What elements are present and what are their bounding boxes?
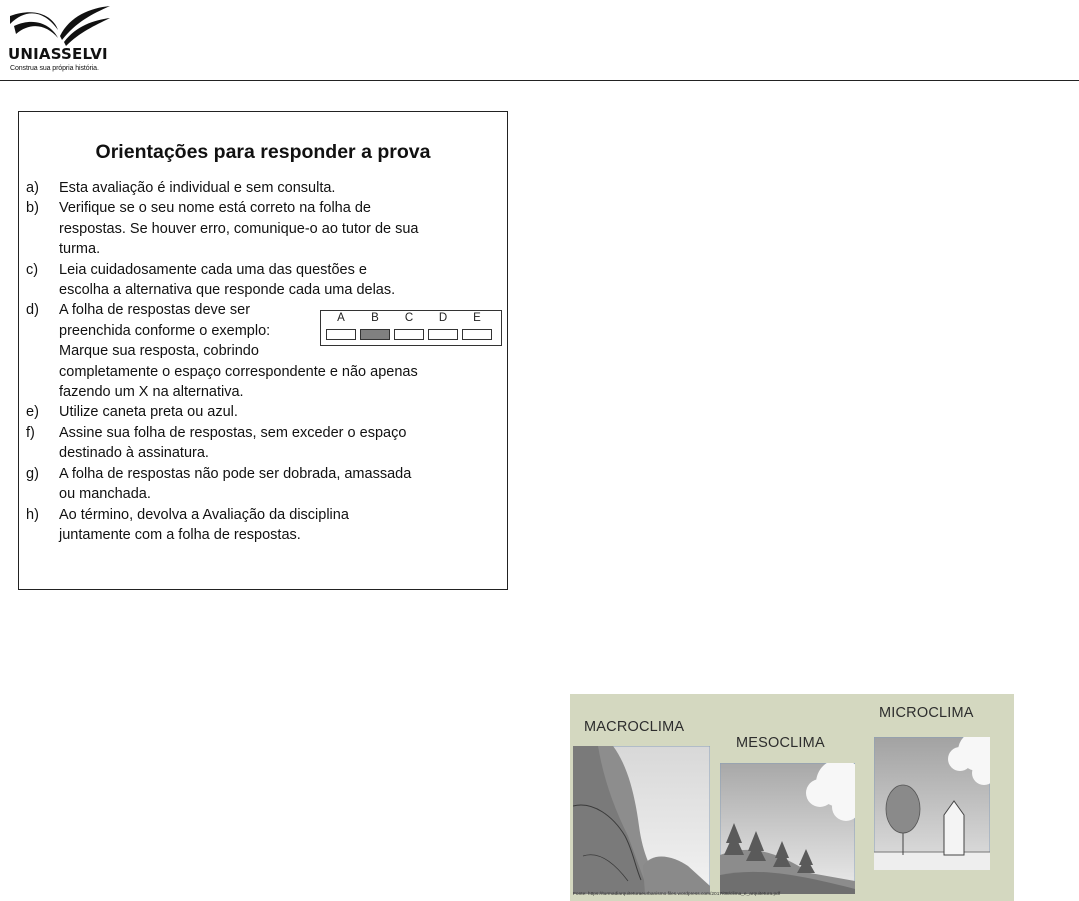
item-text-line: turma. — [59, 241, 101, 258]
microclimate-illustration — [874, 737, 990, 870]
item-text-line: A folha de respostas deve ser — [59, 302, 251, 319]
brand-tagline: Construa sua própria história. — [10, 65, 99, 72]
item-text-line: completamente o espaço correspondente e não apenas — [59, 363, 418, 380]
instruction-item-c — [26, 260, 502, 301]
item-letter: g) — [26, 465, 39, 482]
mesoclimate-label: MESOCLIMA — [736, 735, 825, 751]
instruction-item-e — [26, 402, 502, 422]
answer-bubble-filled — [360, 329, 390, 340]
mesoclimate-illustration — [720, 763, 855, 894]
book-wings-logo-icon — [8, 4, 112, 46]
item-text-line: Ao término, devolva a Avaliação da disciplina — [59, 506, 349, 523]
answer-bubble — [462, 329, 492, 340]
item-letter: h) — [26, 506, 39, 523]
instructions-list — [26, 178, 502, 545]
microclimate-label: MICROCLIMA — [879, 705, 974, 721]
climate-scales-figure — [570, 694, 1014, 901]
answer-option-label: C — [404, 312, 414, 324]
item-text-line: juntamente com a folha de respostas. — [59, 526, 301, 543]
header-divider — [0, 80, 1079, 81]
figure-source-caption: Fonte: https://turmadiarquiteturaeurbanismo.files.wordpress.com/2017/08/clima_e_arquitetura.pdf — [573, 892, 781, 897]
item-letter: d) — [26, 302, 39, 319]
answer-option-label: E — [473, 312, 481, 324]
item-letter: a) — [26, 180, 39, 196]
item-text-line: Marque sua resposta, cobrindo — [59, 343, 259, 360]
item-text-line: ou manchada. — [59, 486, 151, 503]
item-text-line: escolha a alternativa que responde cada uma delas. — [59, 282, 396, 299]
instruction-item-a — [26, 178, 502, 198]
item-text-line: preenchida conforme o exemplo: — [59, 322, 271, 339]
item-text-line: Verifique se o seu nome está correto na folha de — [59, 200, 371, 217]
instructions-title: Orientações para responder a prova — [95, 141, 431, 163]
macroclimate-panel — [573, 746, 710, 894]
item-text-line: Utilize caneta preta ou azul. — [59, 404, 238, 421]
item-text-line: Esta avaliação é individual e sem consulta. — [59, 180, 336, 196]
item-text-line: A folha de respostas não pode ser dobrada, amassada — [59, 465, 412, 482]
mesoclimate-panel — [720, 763, 855, 894]
item-text-line: respostas. Se houver erro, comunique-o ao tutor de sua — [59, 220, 419, 237]
item-text-line: Leia cuidadosamente cada uma das questões e — [59, 261, 367, 278]
instruction-item-g — [26, 464, 502, 505]
item-letter: f) — [26, 424, 35, 441]
brand-name: UNIASSELVI — [8, 45, 108, 63]
answer-option-label: D — [438, 312, 448, 324]
item-text-line: destinado à assinatura. — [59, 445, 209, 462]
item-text-line: Assine sua folha de respostas, sem exceder o espaço — [59, 424, 407, 441]
uniasselvi-logo — [8, 4, 128, 74]
answer-bubble — [394, 329, 424, 340]
exam-instructions-box — [18, 111, 508, 590]
microclimate-panel — [874, 737, 990, 870]
item-letter: c) — [26, 261, 39, 278]
item-text-line: fazendo um X na alternativa. — [59, 384, 244, 401]
instruction-item-f — [26, 423, 502, 464]
macroclimate-illustration — [573, 746, 710, 894]
answer-option-label: A — [337, 312, 345, 324]
macroclimate-label: MACROCLIMA — [584, 719, 685, 735]
answer-sheet-example — [320, 310, 502, 346]
instruction-item-h — [26, 505, 502, 546]
item-letter: e) — [26, 404, 39, 421]
answer-option-label: B — [371, 312, 379, 324]
item-letter: b) — [26, 200, 39, 217]
answer-bubble — [326, 329, 356, 340]
answer-bubble — [428, 329, 458, 340]
instruction-item-b — [26, 198, 502, 259]
